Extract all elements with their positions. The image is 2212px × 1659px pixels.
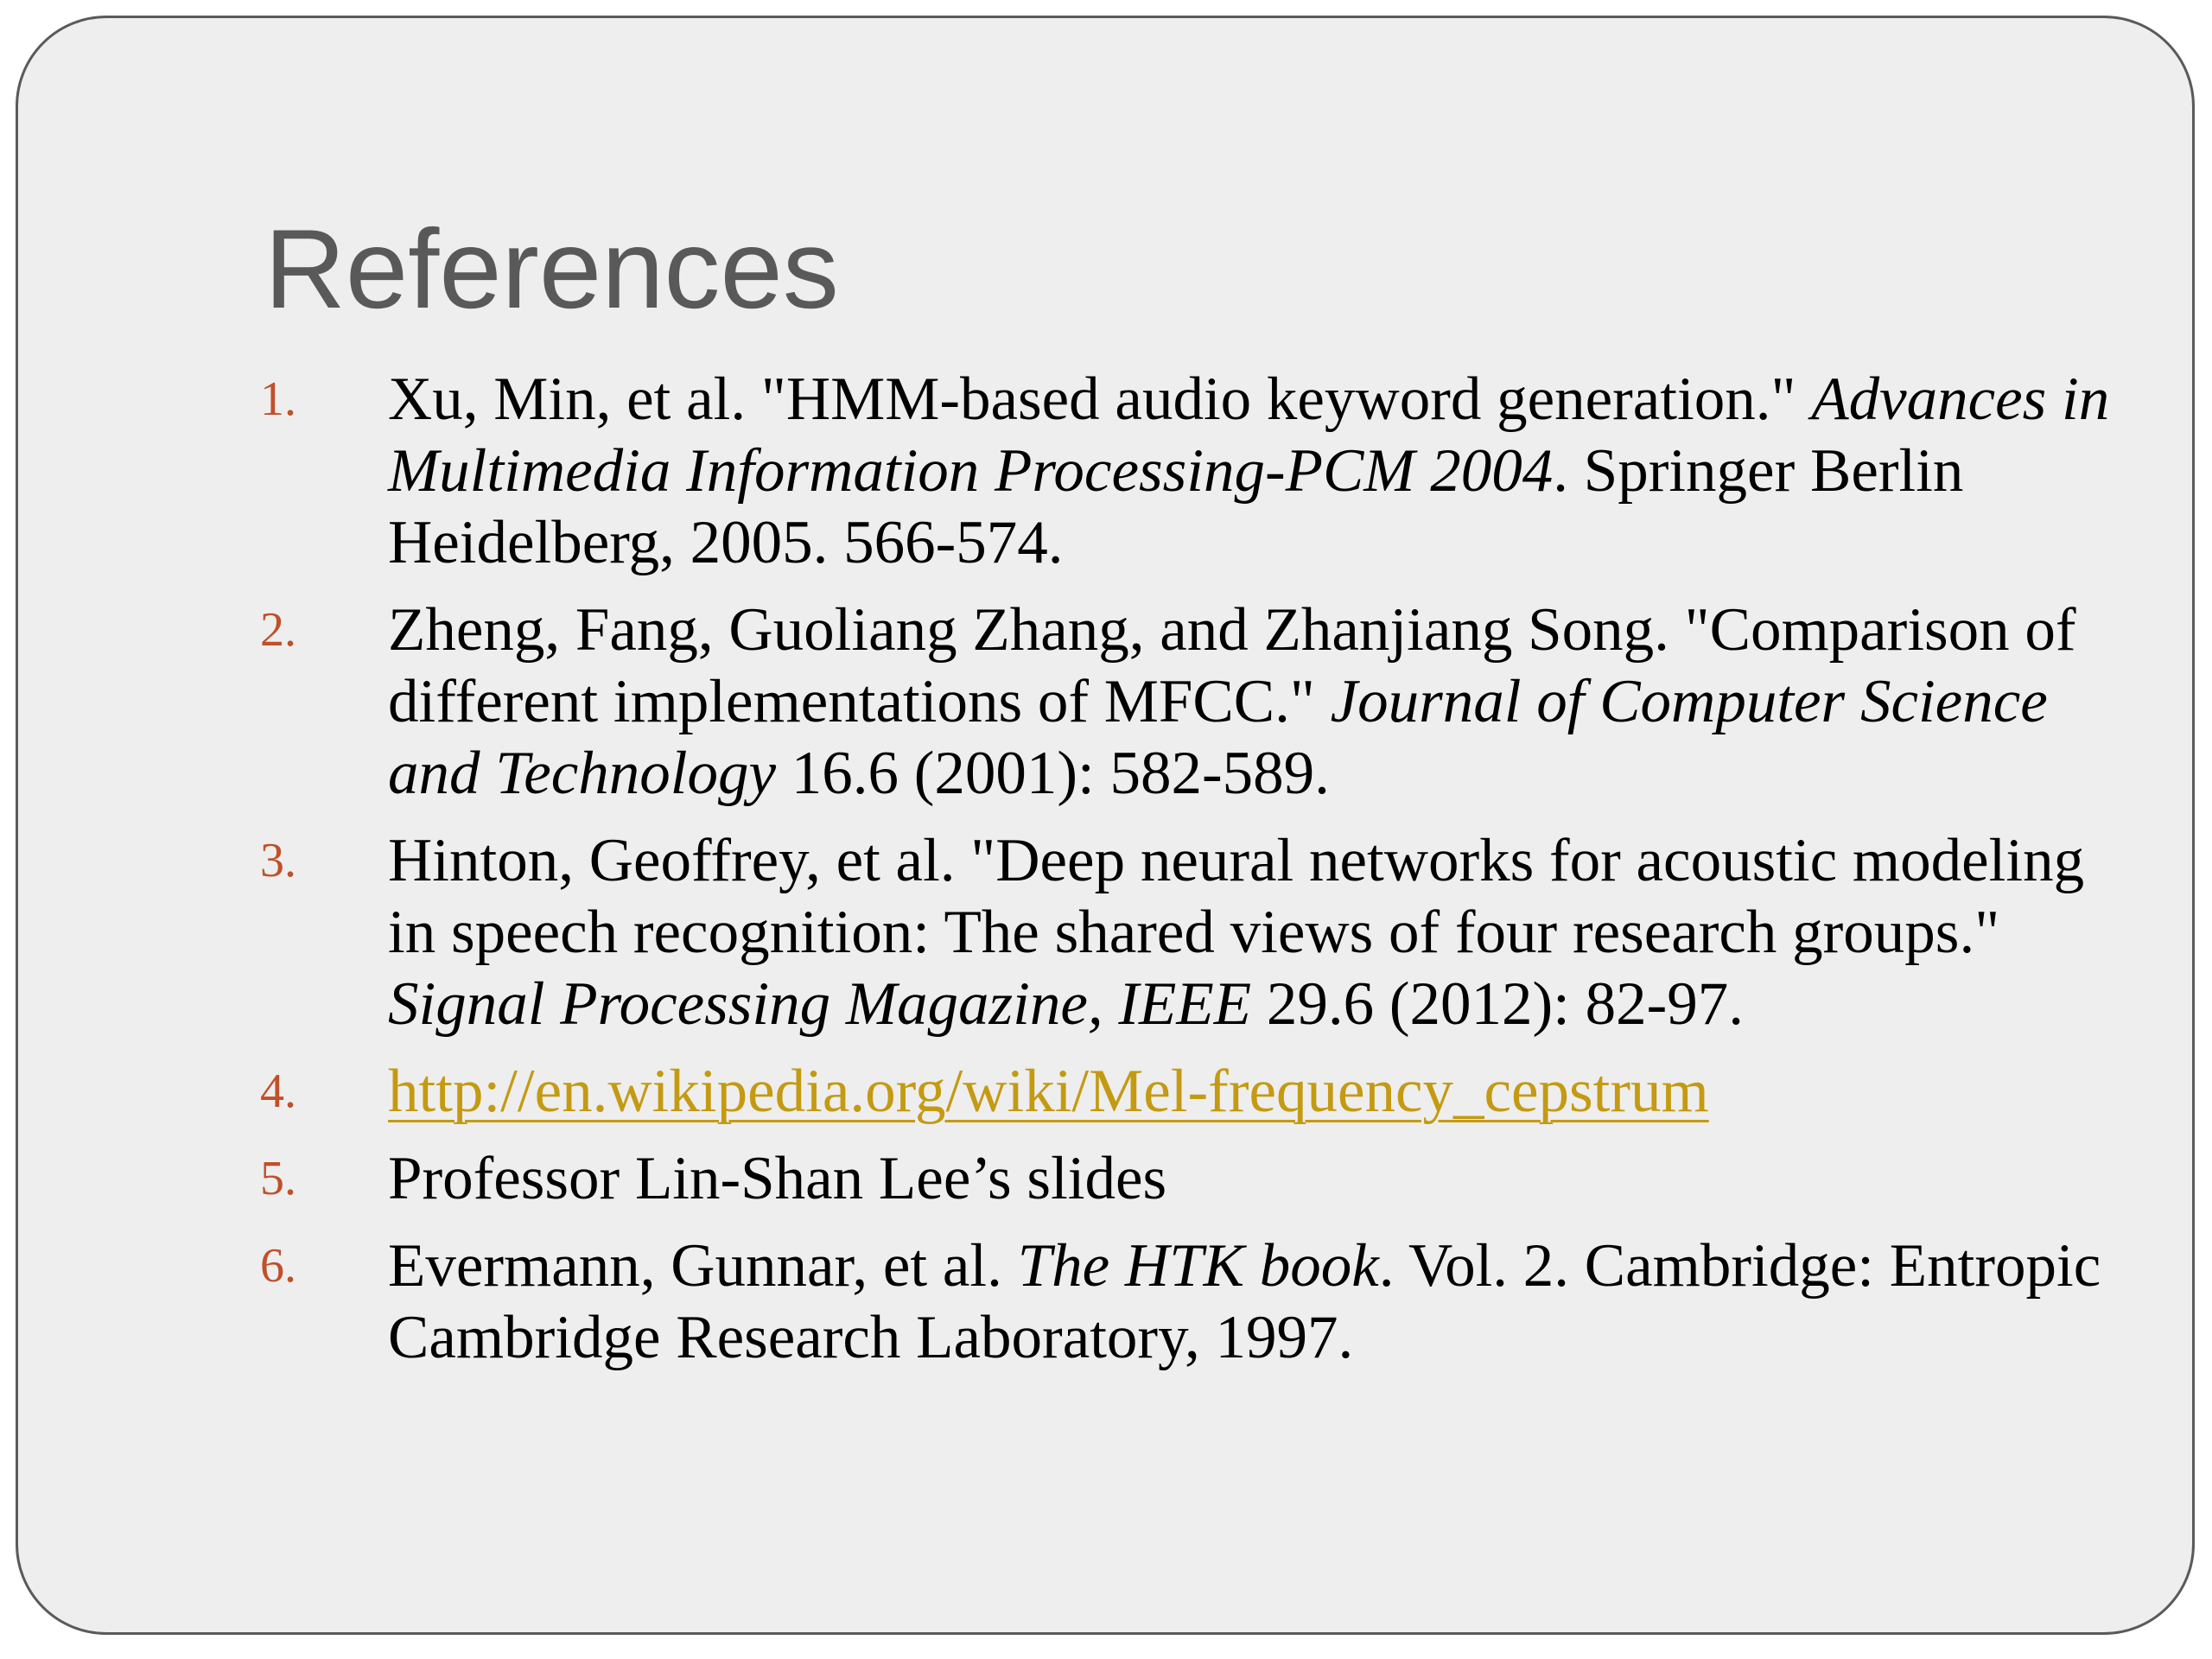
- reference-venue: Journal of Computer Science and Technology: [388, 668, 2048, 807]
- wikipedia-link[interactable]: http://en.wikipedia.org/wiki/Mel-frequency_cepstrum: [388, 1058, 1709, 1125]
- slide-title: References: [264, 206, 839, 332]
- reference-number: 2.: [260, 603, 296, 657]
- reference-item: [260, 364, 2144, 579]
- reference-item: [260, 1230, 2144, 1374]
- reference-venue: Signal Processing Magazine, IEEE: [388, 970, 1252, 1038]
- reference-number: 4.: [260, 1065, 296, 1118]
- reference-item: [260, 594, 2144, 810]
- reference-details: . Springer Berlin Heidelberg, 2005. 566-574.: [388, 437, 1964, 576]
- reference-details: 29.6 (2012): 82-97.: [1251, 970, 1745, 1038]
- reference-authors: Zheng, Fang, Guoliang Zhang, and Zhanjiang Song. "Comparison of different implementations of MFCC.": [388, 596, 2076, 735]
- reference-text: [388, 364, 2144, 579]
- reference-item: [260, 1143, 2144, 1215]
- reference-number: 5.: [260, 1152, 296, 1205]
- reference-venue: Advances in Multimedia Information Processing-PCM 2004: [388, 365, 2110, 505]
- reference-authors: Xu, Min, et al. "HMM-based audio keyword generation.": [388, 365, 1812, 433]
- reference-number: 1.: [260, 372, 296, 426]
- reference-text: [388, 1230, 2144, 1374]
- reference-authors: Hinton, Geoffrey, et al. "Deep neural networks for acoustic modeling in speech recognition: The shared views of four research groups.": [388, 827, 2085, 966]
- reference-text: [388, 1056, 2144, 1128]
- reference-details: 16.6 (2001): 582-589.: [776, 740, 1330, 807]
- reference-authors: Evermann, Gunnar, et al.: [388, 1232, 1018, 1300]
- reference-text: Professor Lin-Shan Lee’s slides: [388, 1145, 1167, 1212]
- reference-number: 6.: [260, 1239, 296, 1293]
- reference-number: 3.: [260, 834, 296, 887]
- reference-list: [260, 364, 2144, 1389]
- reference-item: [260, 1056, 2144, 1128]
- reference-text: [388, 594, 2144, 810]
- reference-text: [388, 825, 2144, 1040]
- reference-venue: The HTK book: [1017, 1232, 1379, 1300]
- reference-item: [260, 825, 2144, 1040]
- slide-frame: [16, 16, 2195, 1635]
- reference-details: . Vol. 2. Cambridge: Entropic Cambridge Research Laboratory, 1997.: [388, 1232, 2101, 1371]
